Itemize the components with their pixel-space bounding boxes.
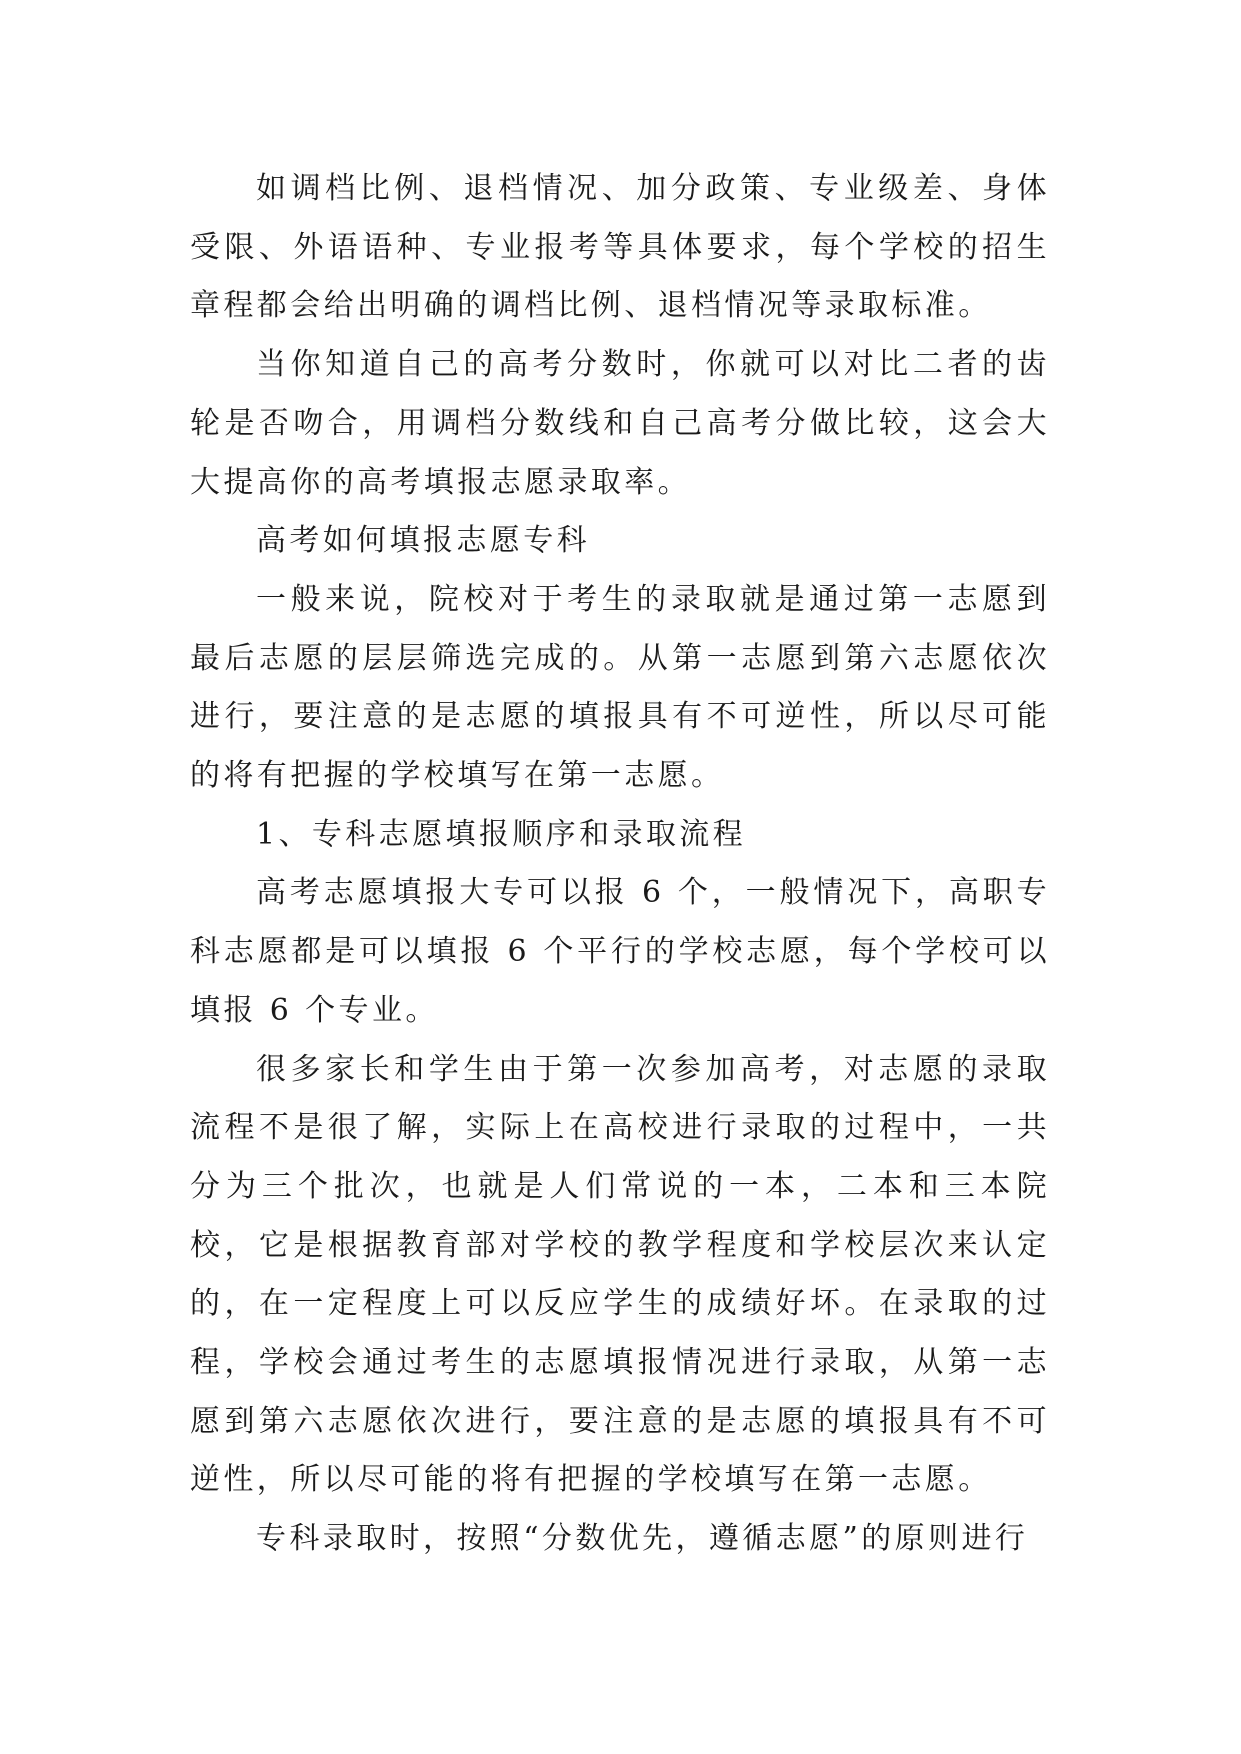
paragraph-6: 专科录取时，按照“分数优先，遵循志愿”的原则进行 bbox=[256, 1521, 1029, 1557]
section-heading-1: 高考如何填报志愿专科 bbox=[256, 523, 590, 559]
paragraph-4: 高考志愿填报大专可以报 6 个，一般情况下，高职专科志愿都是可以填报 6 个平行的学校志愿，每个学校可以填报 6 个专业。 bbox=[190, 875, 1050, 1028]
section-heading-2: 1、专科志愿填报顺序和录取流程 bbox=[256, 816, 747, 852]
paragraph-3: 一般来说，院校对于考生的录取就是通过第一志愿到最后志愿的层层筛选完成的。从第一志愿到第六志愿依次进行，要注意的是志愿的填报具有不可逆性，所以尽可能的将有把握的学校填写在第一志愿。 bbox=[190, 581, 1050, 794]
paragraph-5: 很多家长和学生由于第一次参加高考，对志愿的录取流程不是很了解，实际上在高校进行录取的过程中，一共分为三个批次，也就是人们常说的一本，二本和三本院校，它是根据教育部对学校的教学程度和学校层次来认定的，在一定程度上可以反应学生的成绩好坏。在录取的过程，学校会通过考生的志愿填报情况进行录取，从第一志愿到第六志愿依次进行，要注意的是志愿的填报具有不可逆性，所以尽可能的将有把握的学校填写在第一志愿。 bbox=[190, 1051, 1050, 1498]
paragraph-2: 当你知道自己的高考分数时，你就可以对比二者的齿轮是否吻合，用调档分数线和自己高考分做比较，这会大大提高你的高考填报志愿录取率。 bbox=[190, 347, 1050, 500]
paragraph-1: 如调档比例、退档情况、加分政策、专业级差、身体受限、外语语种、专业报考等具体要求，每个学校的招生章程都会给出明确的调档比例、退档情况等录取标准。 bbox=[190, 171, 1050, 324]
document-body bbox=[190, 160, 1050, 1569]
